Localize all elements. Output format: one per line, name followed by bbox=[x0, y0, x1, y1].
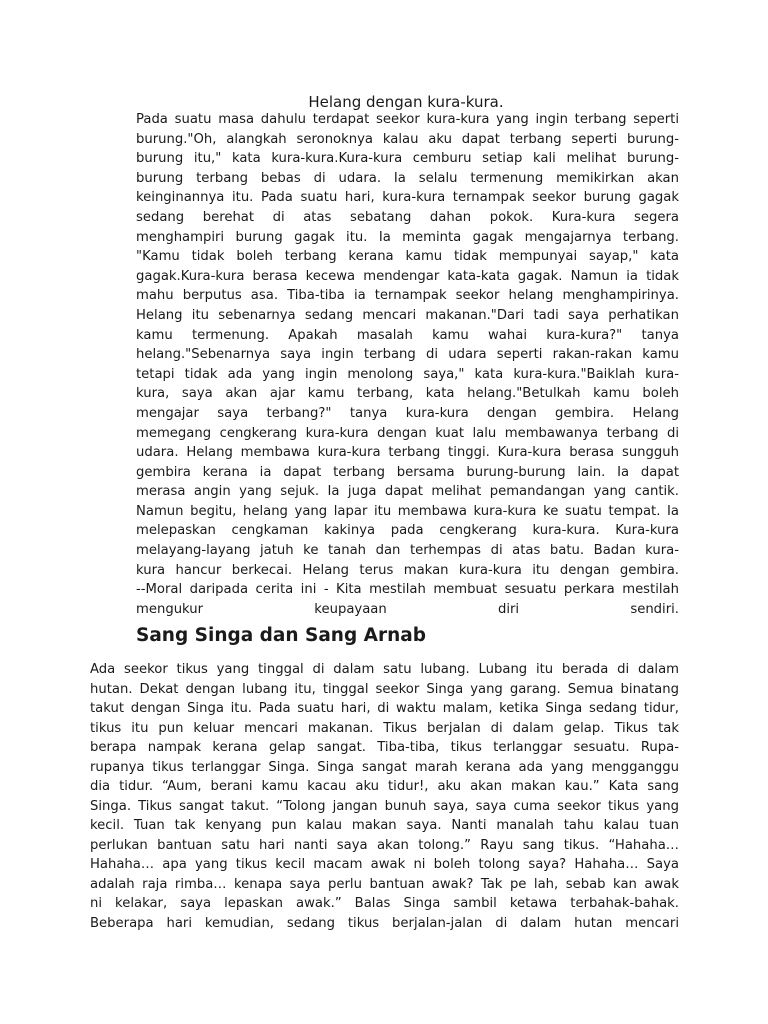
text-line: merasa angin yang sejuk. Ia juga dapat melihat pemandangan yang cantik. bbox=[136, 484, 679, 500]
text-line: kura, saya akan ajar kamu terbang, kata helang."Betulkah kamu boleh bbox=[136, 386, 679, 402]
text-line: burung."Oh, alangkah seronoknya kalau aku dapat terbang seperti burung- bbox=[136, 131, 679, 147]
text-line: keinginannya itu. Pada suatu hari, kura-kura ternampak seekor burung gagak bbox=[136, 190, 679, 206]
text-line: Helang itu sebenarnya sedang mencari makanan."Dari tadi saya perhatikan bbox=[136, 307, 679, 323]
text-line: Singa. Tikus sangat takut. “Tolong jangan bunuh saya, saya cuma seekor tikus yang bbox=[90, 798, 679, 814]
text-line: perlukan bantuan satu hari nanti saya akan tolong.” Rayu sang tikus. “Hahaha… bbox=[90, 837, 679, 853]
text-line: hutan. Dekat dengan lubang itu, tinggal seekor Singa yang garang. Semua binatang bbox=[90, 681, 679, 697]
text-line: "Kamu tidak boleh terbang kerana kamu tidak mempunyai sayap," kata bbox=[136, 249, 679, 265]
text-line: memegang cengkerang kura-kura dengan kuat lalu membawanya terbang di bbox=[136, 425, 679, 441]
text-line: ni kelakar, saya lepaskan awak.” Balas Singa sambil ketawa terbahak-bahak. bbox=[90, 896, 679, 911]
text-line: helang."Sebenarnya saya ingin terbang di udara seperti rakan-rakan kamu bbox=[136, 347, 679, 363]
text-line: tikus itu pun keluar mencari makanan. Tikus berjalan di dalam gelap. Tikus tak bbox=[90, 720, 679, 736]
text-line: Namun begitu, helang yang lapar itu membawa kura-kura ke suatu tempat. Ia bbox=[136, 503, 679, 519]
text-line: Ada seekor tikus yang tinggal di dalam satu lubang. Lubang itu berada di dalam bbox=[90, 662, 679, 677]
text-line: burung itu," kata kura-kura.Kura-kura cemburu setiap kali melihat burung- bbox=[136, 151, 679, 167]
text-line: melepaskan cengkaman kakinya pada cengkerang kura-kura. Kura-kura bbox=[136, 523, 679, 539]
text-line: mengajar saya terbang?" tanya kura-kura dengan gembira. Helang bbox=[136, 405, 679, 421]
text-line: menghampiri burung gagak itu. Ia meminta gagak mengajarnya terbang. bbox=[136, 229, 679, 245]
text-line: adalah raja rimba… kenapa saya perlu bantuan awak? Tak pe lah, sebab kan awak bbox=[90, 876, 679, 892]
text-line: melayang-layang jatuh ke tanah dan terhempas di atas batu. Badan kura- bbox=[136, 543, 679, 559]
text-line: Beberapa hari kemudian, sedang tikus berjalan-jalan di dalam hutan mencari bbox=[90, 915, 679, 931]
text-line: takut dengan Singa itu. Pada suatu hari, di waktu malam, ketika Singa sedang tidur, bbox=[90, 701, 679, 716]
text-line: kamu termenung. Apakah masalah kamu wahai kura-kura?" tanya bbox=[136, 327, 679, 343]
text-line: berapa nampak kerana gelap sangat. Tiba-tiba, tikus terlanggar sesuatu. Rupa- bbox=[90, 740, 679, 755]
text-line: burung terbang bebas di udara. Ia selalu termenung memikirkan akan bbox=[136, 170, 679, 186]
text-line: kecil. Tuan tak kenyang pun kalau makan saya. Nanti manalah tahu kalau tuan bbox=[90, 818, 679, 833]
text-line: dia tidur. “Aum, berani kamu kacau aku tidur!, aku akan makan kau.” Kata sang bbox=[90, 779, 679, 794]
text-line: gagak.Kura-kura berasa kecewa mendengar kata-kata gagak. Namun ia tidak bbox=[136, 268, 679, 284]
text-line: --Moral daripada cerita ini - Kita mestilah membuat sesuatu perkara mestilah bbox=[136, 582, 679, 598]
story1-body bbox=[136, 110, 679, 619]
text-line: udara. Helang membawa kura-kura terbang tinggi. Kura-kura berasa sungguh bbox=[136, 445, 679, 461]
text-line: tetapi tidak ada yang ingin menolong saya," kata kura-kura."Baiklah kura- bbox=[136, 366, 679, 382]
text-line: Pada suatu masa dahulu terdapat seekor kura-kura yang ingin terbang seperti bbox=[136, 112, 679, 127]
text-line: gembira kerana ia dapat terbang bersama burung-burung lain. Ia dapat bbox=[136, 464, 679, 480]
text-line: kura hancur berkecai. Helang terus makan kura-kura itu dengan gembira. bbox=[136, 562, 679, 578]
text-line: Hahaha… apa yang tikus kecil macam awak ni boleh tolong saya? Hahaha… Saya bbox=[90, 857, 679, 872]
story2-title: Sang Singa dan Sang Arnab bbox=[136, 625, 427, 646]
text-line: mengukur keupayaan diri sendiri. bbox=[136, 601, 679, 617]
text-line: rupanya tikus terlanggar Singa. Singa sangat marah kerana ada yang mengganggu bbox=[90, 759, 679, 775]
text-line: sedang berehat di atas sebatang dahan pokok. Kura-kura segera bbox=[136, 209, 679, 225]
story1-title: Helang dengan kura-kura. bbox=[308, 93, 504, 111]
story2-body bbox=[90, 660, 679, 933]
text-line: mahu berputus asa. Tiba-tiba ia ternampak seekor helang menghampirinya. bbox=[136, 288, 679, 304]
